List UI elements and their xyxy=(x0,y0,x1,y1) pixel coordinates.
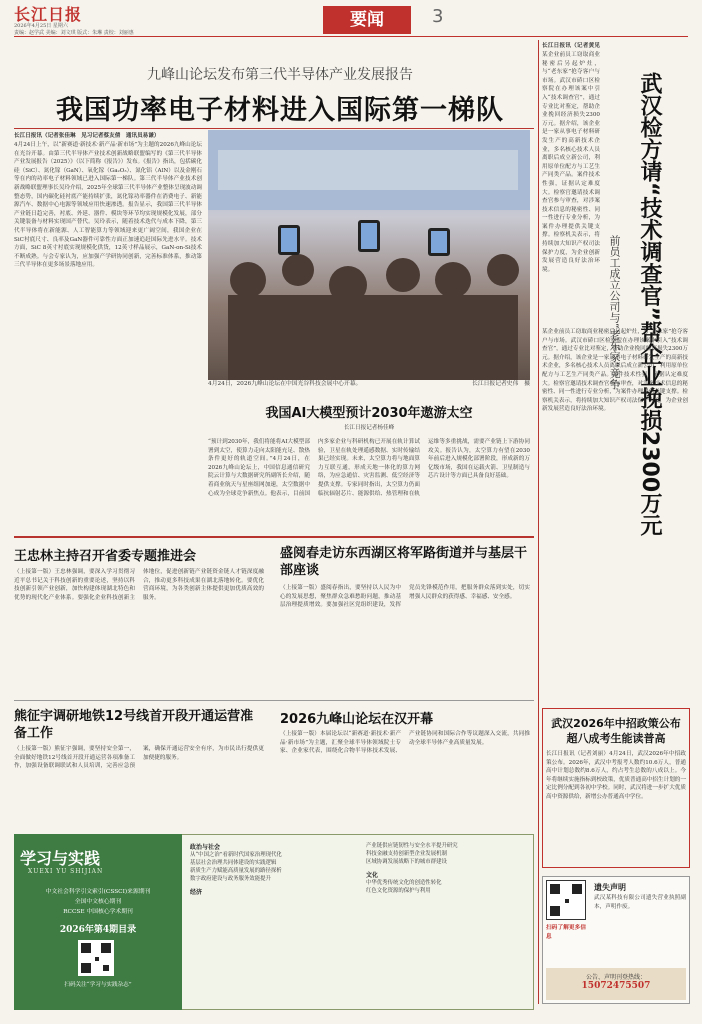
photo-credit: 长江日报记者史伟 摄 xyxy=(472,381,530,387)
forum-body: （上接第一版）王忠林强调，要深入学习贯彻习近平总书记关于科技创新的重要论述，坚持以科技创新引领产业创新，加快构建体现湖北特色和优势的现代化产业体系。要强化企业科技创新主体地位，促进创新链产业链资金链人才链深度融合，推动更多科技成果在湖北落地转化。要优化营商环境，为各类创新主体提供更加优质高效的服务。 xyxy=(14,569,264,601)
journal-org: 中文社会科学引文索引(CSSCI)来源期刊 xyxy=(45,889,151,895)
ai-headline: 我国AI大模型预计2030年遨游太空 xyxy=(265,406,473,421)
journal-qr-icon[interactable] xyxy=(78,940,114,976)
section-label: 要闻 xyxy=(323,6,411,34)
notice-scan-text: 扫码了解更多信息 xyxy=(546,925,586,940)
lead-byline: 长江日报讯（记者张佳琳 见习记者蔡友倩 通讯员易谦） xyxy=(14,133,160,139)
toc-section xyxy=(190,842,354,883)
photo-caption-text: 4月24日，2026九峰山论坛在中国光谷科技会展中心开幕。 xyxy=(208,381,362,387)
toc-item: 从“中国之治”看新时代国家治理现代化 xyxy=(190,852,282,858)
feature-vertical-title: 武汉检方请“技术调查官”帮企业挽损2300万元 xyxy=(637,72,662,537)
story4-headline: 2026九峰山论坛在汉开幕 xyxy=(280,712,434,727)
forum-headline: 王忠林主持召开省委专题推进会 xyxy=(14,549,197,564)
newspaper-logo: 长江日报 xyxy=(14,5,83,24)
issue-date: 2026年4月25日 星期六 xyxy=(14,23,68,29)
feature-vertical-subtitle: 前员工成立公司与“老东家”竞争 xyxy=(608,235,621,390)
notice-phone[interactable]: 15072475507 xyxy=(581,981,651,991)
story2-headline: 盛阅春走访东西湖区将军路街道并与基层干部座谈 xyxy=(280,546,528,578)
story4-body: （上接第一版）本届论坛以“新赛道·新技术·新产品·新市场”为主题，汇聚全球半导体领域院士专家、企业家代表，围绕化合物半导体技术发展、产业链协同和国际合作等议题深入交流，共同推动全球半导体产业高质量发展。 xyxy=(280,731,530,755)
toc-category: 经济 xyxy=(190,889,203,896)
toc-item: 数字政府建设与政务服务效能提升 xyxy=(190,876,271,882)
enroll-headline: 武汉2026年中招政策公布 超八成考生能读普高 xyxy=(551,717,681,745)
journal-issue: 2026年第4期目录 xyxy=(59,925,137,935)
ai-byline: 长江日报记者杨佳峰 xyxy=(343,425,395,431)
story3-headline: 熊征宇调研地铁12号线首开段开通运营准备工作 xyxy=(14,709,254,741)
story2-body: （上接第一版）盛阅春指出，要坚持以人民为中心的发展思想，聚焦群众急难愁盼问题，推动基层治理提质增效。要加强社区党组织建设，发挥党员先锋模范作用，把服务群众落到实处，切实增强人民群众的获得感、幸福感、安全感。 xyxy=(280,585,530,609)
feature-body-a: 某企业前员工窃取商业秘密后另起炉灶，与“老东家”抢夺客户与市场。武汉市硚口区检察院在办理该案中引入“技术调查官”，通过专业比对鉴定，帮助企业挽回经济损失2300万元。据介绍，该企业是一家从事电子材料研发生产的高新技术企业，多名核心技术人员离职后成立新公司，利用原单位配方与工艺生产同类产品。案件技术性强，证据认定难度大。检察官邀请技术调查官参与审查，对涉案技术信息的秘密性、同一性进行专业分析，为案件办理提供关键支撑。检察机关表示，将持续加大知识产权司法保护力度，为企业创新发展营造良好法治环境。 xyxy=(542,52,600,273)
toc-item: 区域协调发展战略下的城市群建设 xyxy=(366,859,447,865)
editor-credits: 责编：赵学武 美编：刘文琪 版式：朱琳 责校：刘丽惠 xyxy=(14,30,134,36)
journal-subtitle: XUEXI YU SHIJIAN xyxy=(28,868,104,875)
journal-title: 学习与实践 xyxy=(20,849,101,868)
story3-body: （上接第一版）熊征宇强调，要坚持安全第一，全面做好地铁12号线首开段开通运营各项准备工作，加强设备联调联试和人员培训，完善应急预案，确保开通运营安全有序，为市民出行提供更加便捷的服务。 xyxy=(14,746,264,770)
notice-title: 遗失声明 xyxy=(594,883,626,892)
journal-scan-label: 扫码关注“学习与实践杂志” xyxy=(64,982,132,988)
masthead-rule xyxy=(14,36,688,37)
lead-headline: 我国功率电子材料进入国际第一梯队 xyxy=(56,95,504,126)
notice-contact xyxy=(546,968,686,1000)
toc-item: 科技金融支持创新型企业发展机制 xyxy=(366,851,447,857)
notice-text: 武汉某科技有限公司遗失营业执照副本，声明作废。 xyxy=(594,895,686,910)
toc-item: 红色文化资源的保护与利用 xyxy=(366,888,431,894)
lead-photo xyxy=(208,130,530,380)
feature-byline: 长江日报讯（记者黄见 xyxy=(542,43,600,49)
enroll-body: 长江日报讯（记者刘丽）4月24日，武汉2026年中招政策公布。2026年，武汉中考报考人数约10.6万人，普通高中计划总数约8.6万人，约占考生总数的八成以上。今年将继续实施指标到校政策，优质普通高中招生计划的一定比例分配到各初中学校。同时，武汉将进一步扩大优质高中资源供给，新增公办普通高中学位。 xyxy=(546,751,686,800)
photo-caption xyxy=(208,378,530,387)
journal-org3: RCCSE 中国核心学术期刊 xyxy=(63,909,133,915)
ai-body: “预计到2030年，我们将能将AI大模型部署到太空，使算力走向太阳能充足、散热条件更好的轨道空间。”4月24日，在2026九峰山论坛上，中国信息通信研究院云计算与大数据研究所副所长介绍，随着商业航天与星座组网加速，太空数据中心成为全球竞争新焦点。他表示，目前国内多家企业与科研机构已开展在轨计算试验，卫星在轨处理遥感数据、实时传输结果已经实现。未来，太空算力将与地面算力互联互通，形成天地一体化的算力网络，为应急通信、灾害监测、低空经济等提供支撑。专家同时指出，太空算力仍面临抗辐射芯片、能源供给、热管理和在轨运维等多重挑战，需要产业链上下游协同攻关。报告认为，太空算力有望在2030年前后进入规模化部署阶段，形成新的万亿级市场，我国在运载火箭、卫星制造与芯片设计等方面已具备良好基础。 xyxy=(208,439,530,497)
journal-org2: 全国中文核心期刊 xyxy=(74,899,122,905)
page-number: 3 xyxy=(432,6,444,27)
notice-contact-label: 公告、声明刊登热线： xyxy=(585,974,646,981)
notice-qr-icon[interactable] xyxy=(546,880,586,920)
lead-kicker: 九峰山论坛发布第三代半导体产业发展报告 xyxy=(147,67,413,83)
journal-toc xyxy=(190,842,530,1006)
toc-section xyxy=(366,870,530,895)
toc-item: 产业链供应链韧性与安全水平提升研究 xyxy=(366,843,458,849)
toc-item: 基层社会治理共同体建设的实践逻辑 xyxy=(190,860,277,866)
toc-category: 文化 xyxy=(366,872,379,879)
feature-body-b: 某企业前员工窃取商业秘密后另起炉灶，与“老东家”抢夺客户与市场。武汉市硚口区检察院在办理该案中引入“技术调查官”，通过专业比对鉴定，帮助企业挽回经济损失2300万元。据介绍，该企业是一家从事电子材料研发生产的高新技术企业，多名核心技术人员离职后成立新公司，利用原单位配方与工艺生产同类产品。案件技术性强，证据认定难度大。检察官邀请技术调查官参与审查，对涉案技术信息的秘密性、同一性进行专业分析，为案件办理提供关键支撑。检察机关表示，将持续加大知识产权司法保护力度，为企业创新发展营造良好法治环境。 xyxy=(542,329,688,413)
lead-body: 4月24日上午，以“新赛道·新技术·新产品·新市场”为主题的2026九峰山论坛在光谷开幕。由第三代半导体产业技术创新战略联盟编写的《第三代半导体产业发展报告（2025）》（以下简称《报告》）发布。《报告》指出，包括碳化硅（SiC）、氮化镓（GaN）、氧化镓（Ga₂O₃）、氮化铝（AlN）以及金刚石等在内的功率电子材料领域已进入国际第一梯队。第三代半导体产业技术创新战略联盟理事长吴玲介绍，2025年全球第三代半导体产业整体呈现波动调整态势，国内碳化硅衬底产能持续扩张，氮化镓功率器件在消费电子、新能源汽车、数据中心电源等领域应用快速渗透。报告显示，我国第三代半导体产业链日趋完善，衬底、外延、器件、模块等环节均实现规模化发展，部分关键装备与材料实现国产替代。吴玲表示，随着技术迭代与成本下降，第三代半导体将在新能源、人工智能算力等领域迎来更广阔空间，我国企业在SiC衬底尺寸、良率及GaN器件可靠性方面正加速追赶国际先进水平。技术方面，SiC 8英寸衬底实现规模化供货，12英寸样品展示，GaN-on-Si技术不断成熟。与会专家认为，应加强产学研协同创新，完善标准体系，推动第三代半导体在更多场景落地应用。 xyxy=(14,142,202,269)
toc-category: 政治与社会 xyxy=(190,844,221,851)
toc-item: 新质生产力赋能高质量发展的路径探析 xyxy=(190,868,282,874)
toc-item: 中华优秀传统文化的创造性转化 xyxy=(366,880,442,886)
